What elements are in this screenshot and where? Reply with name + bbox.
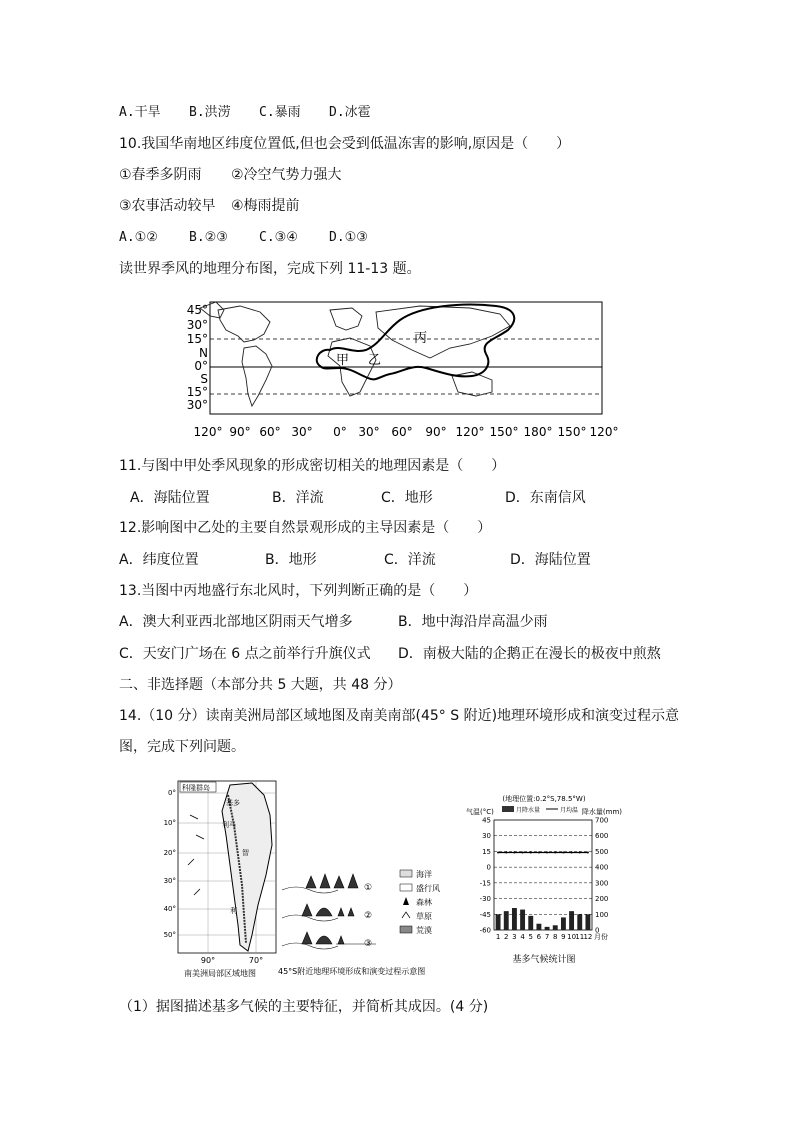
- q14-line-1: 14.（10 分）读南美洲局部区域地图及南美南部(45° S 附近)地理环境形成和演变过程示意: [119, 708, 680, 724]
- climate-precip-tick: 0: [595, 926, 600, 935]
- lon-label: 120°: [193, 425, 223, 439]
- climate-precip-tick: 600: [595, 832, 609, 841]
- climate-right-title: 降水量(mm): [581, 808, 622, 816]
- section-2-heading: 二、非选择题（本部分共 5 大题，共 48 分）: [119, 677, 402, 693]
- lon-label: 120°: [455, 425, 485, 439]
- precip-bar: [536, 924, 541, 930]
- lat-label: 30°: [186, 398, 208, 412]
- climate-left-title: 气温(°C): [466, 808, 494, 816]
- month-label: 4: [520, 933, 525, 941]
- q11-option-d: D．东南信风: [505, 490, 586, 506]
- stage-2: ②: [364, 911, 373, 921]
- sa-label-galapagos: 科隆群岛: [182, 784, 210, 792]
- month-label: 5: [528, 933, 533, 941]
- month-label: 10: [567, 933, 577, 941]
- lon-label: 150°: [489, 425, 519, 439]
- temp-point: [571, 851, 573, 853]
- lat-label: 30°: [186, 318, 208, 332]
- legend-wind: 盛行风: [416, 884, 440, 893]
- month-label: 2: [504, 933, 509, 941]
- legend-precip-swatch: [502, 806, 514, 812]
- climate-temp-tick: 15: [482, 847, 491, 856]
- temp-point: [562, 851, 564, 853]
- q10-item-3: ③农事活动较早: [119, 198, 216, 214]
- lon-label: 60°: [391, 425, 413, 439]
- precip-bar: [512, 908, 517, 930]
- legend-desert: 荒漠: [416, 926, 432, 935]
- climate-temp-tick: -45: [479, 910, 491, 919]
- sa-caption: 南美洲局部区域地图: [184, 969, 256, 978]
- month-unit: 月份: [594, 933, 608, 941]
- lat-label: 0°: [194, 359, 208, 373]
- quito-climate-chart: [464, 790, 624, 965]
- q10-stem: 10.我国华南地区纬度位置低,但也会受到低温冻害的影响,原因是（ ）: [119, 136, 571, 152]
- sa-lat: 10°: [163, 819, 176, 827]
- climate-temp-tick: 0: [486, 863, 491, 872]
- q13-option-b: B．地中海沿岸高温少雨: [398, 614, 548, 630]
- climate-caption: 基多气候统计图: [512, 955, 576, 965]
- precip-bar: [577, 914, 582, 930]
- sa-label-chile-1: 智: [242, 849, 249, 857]
- sa-label-lima: 利马: [222, 821, 236, 829]
- q10-option-c: C.③④: [259, 230, 298, 245]
- lon-label: 90°: [229, 425, 251, 439]
- climate-precip-tick: 100: [595, 910, 609, 919]
- temp-point: [587, 851, 589, 853]
- q13-option-c: C．天安门广场在 6 点之前举行升旗仪式: [119, 646, 371, 662]
- month-label: 8: [553, 933, 558, 941]
- climate-legend-precip: 月降水量: [516, 807, 541, 814]
- climate-legend-temp: 月均温: [560, 807, 579, 814]
- climate-precip-tick: 300: [595, 879, 609, 888]
- precip-bar: [569, 911, 574, 930]
- lat-label: 15°: [186, 332, 208, 346]
- lon-label: 90°: [425, 425, 447, 439]
- climate-precip-tick: 400: [595, 863, 609, 872]
- legend-ocean: 海洋: [416, 870, 432, 879]
- climate-precip-tick: 200: [595, 895, 609, 904]
- precip-bar: [585, 914, 590, 930]
- q10-option-b: B.②③: [189, 230, 228, 245]
- climate-precip-tick: 500: [595, 847, 609, 856]
- q10-item-4: ④梅雨提前: [231, 198, 300, 214]
- q12-option-c: C．洋流: [384, 552, 436, 568]
- sa-lat: 40°: [163, 905, 176, 913]
- map-label-bing: 丙: [414, 331, 428, 346]
- climate-temp-tick: -30: [479, 895, 491, 904]
- q10-option-a: A.①②: [119, 230, 158, 245]
- legend-grassland: 草原: [416, 912, 432, 921]
- lon-label: 60°: [259, 425, 281, 439]
- lon-label: 120°: [589, 425, 619, 439]
- legend-forest: 森林: [416, 898, 432, 907]
- q9-option-a: A.干旱: [119, 105, 161, 120]
- process-diagram: [276, 860, 460, 980]
- lat-label: 45°: [186, 303, 208, 317]
- temp-point: [513, 851, 515, 853]
- process-caption: 45°S附近地理环境形成和演变过程示意图: [278, 967, 426, 976]
- temp-point: [554, 851, 556, 853]
- q10-item-1: ①春季多阴雨: [119, 167, 202, 183]
- q9-option-b: B.洪涝: [189, 105, 231, 120]
- month-label: 9: [561, 933, 566, 941]
- q14-line-2: 图，完成下列问题。: [119, 739, 245, 755]
- lat-label: 15°: [186, 385, 208, 399]
- q12-stem: 12.影响图中乙处的主要自然景观形成的主导因素是（ ）: [119, 520, 492, 536]
- precip-bar: [553, 925, 558, 930]
- month-label: 11: [575, 933, 585, 941]
- q11-option-a: A．海陆位置: [130, 490, 210, 506]
- temp-point: [538, 851, 540, 853]
- sa-lat: 30°: [163, 877, 176, 885]
- sa-label-quito: 基多: [226, 799, 240, 807]
- q11-option-b: B．洋流: [272, 490, 324, 506]
- lon-label: 150°: [557, 425, 587, 439]
- temp-point: [522, 851, 524, 853]
- lon-label: 180°: [523, 425, 553, 439]
- precip-bar: [504, 911, 509, 930]
- lon-label: 0°: [333, 425, 347, 439]
- lat-label: N: [199, 346, 208, 360]
- month-label: 1: [495, 933, 501, 941]
- precip-bar: [561, 917, 566, 930]
- q13-stem: 13.当图中丙地盛行东北风时，下列判断正确的是（ ）: [119, 583, 478, 599]
- stage-1: ①: [364, 883, 373, 893]
- q13-option-a: A．澳大利亚西北部地区阴雨天气增多: [119, 614, 353, 630]
- climate-temp-tick: 45: [482, 816, 491, 825]
- temp-point: [497, 851, 499, 853]
- month-label: 12: [583, 933, 593, 941]
- precip-bar: [496, 914, 501, 930]
- sa-lat: 50°: [163, 931, 176, 939]
- q13-option-d: D．南极大陆的企鹅正在漫长的极夜中煎熬: [398, 646, 661, 662]
- temp-point: [530, 851, 532, 853]
- south-america-map: [160, 775, 280, 980]
- q14-sub-1: （1）据图描述基多气候的主要特征，并简析其成因。(4 分): [119, 999, 489, 1015]
- sa-label-chile-2: 利: [230, 907, 237, 915]
- intro-11-13: 读世界季风的地理分布图，完成下列 11-13 题。: [119, 261, 421, 277]
- q12-option-d: D．海陆位置: [510, 552, 591, 568]
- temp-point: [546, 851, 548, 853]
- world-monsoon-map: [180, 296, 620, 446]
- temp-point: [579, 851, 581, 853]
- climate-temp-tick: -60: [479, 926, 491, 935]
- precip-bar: [520, 910, 525, 930]
- climate-plot-frame: [494, 820, 592, 930]
- month-label: 7: [544, 933, 550, 941]
- precip-bar: [545, 927, 550, 930]
- q10-option-d: D.①③: [329, 230, 368, 245]
- q12-option-a: A．纬度位置: [119, 552, 199, 568]
- climate-location: (地理位置:0.2°S,78.5°W): [502, 795, 586, 803]
- q9-option-c: C.暴雨: [259, 105, 301, 120]
- q11-stem: 11.与图中甲处季风现象的形成密切相关的地理因素是（ ）: [119, 458, 506, 474]
- q11-option-c: C．地形: [381, 490, 433, 506]
- climate-temp-tick: -15: [479, 879, 491, 888]
- sa-lon: 90°: [200, 956, 216, 965]
- sa-lat: 20°: [163, 849, 176, 857]
- month-label: 3: [512, 933, 517, 941]
- temp-point: [505, 851, 507, 853]
- lon-label: 30°: [291, 425, 313, 439]
- map-label-jia: 甲: [336, 353, 350, 368]
- sa-lat: 0°: [168, 789, 176, 797]
- q12-option-b: B．地形: [265, 552, 317, 568]
- climate-precip-tick: 700: [595, 816, 609, 825]
- precip-bar: [528, 916, 533, 930]
- climate-temp-tick: 30: [482, 832, 491, 841]
- map-label-yi: 乙: [368, 353, 382, 368]
- lon-label: 30°: [358, 425, 380, 439]
- q10-item-2: ②冷空气势力强大: [231, 167, 342, 183]
- month-label: 6: [536, 933, 542, 941]
- lat-label: S: [200, 372, 208, 386]
- q9-option-d: D.冰雹: [329, 105, 371, 120]
- sa-lon: 70°: [248, 956, 264, 965]
- stage-3: ③: [364, 939, 373, 949]
